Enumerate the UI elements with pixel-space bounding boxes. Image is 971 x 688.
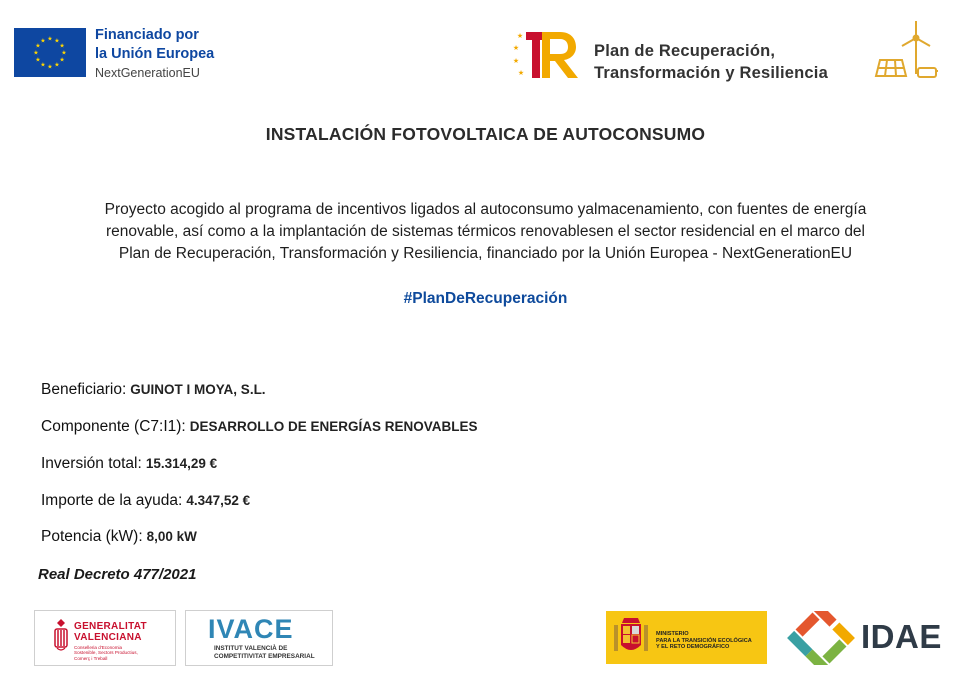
- generalitat-subtitle: [74, 645, 138, 661]
- svg-text:★: ★: [59, 56, 65, 64]
- eu-line-3: NextGenerationEU: [95, 66, 200, 80]
- prtr-logo: [512, 26, 580, 82]
- prtr-line-2: Transformación y Resiliencia: [594, 64, 828, 82]
- generalitat-sub-1: Conselleria d'Economia: [74, 645, 123, 650]
- eu-flag-icon: [14, 28, 86, 77]
- generalitat-sub-2: Sostenible, Sectors Productius,: [74, 650, 138, 656]
- field-value: 4.347,52 €: [186, 493, 251, 508]
- svg-text:★: ★: [512, 57, 520, 65]
- field-beneficiario: [41, 381, 266, 399]
- svg-text:★: ★: [40, 37, 46, 45]
- ivace-logo: IVACE: [208, 614, 294, 644]
- field-label: Beneficiario:: [41, 381, 127, 398]
- field-potencia: [41, 528, 197, 546]
- generalitat-emblem-icon: [53, 618, 69, 652]
- svg-text:★: ★: [517, 69, 525, 77]
- windmill-solar-icon: [872, 18, 942, 84]
- project-line-1: Proyecto acogido al programa de incentivos ligados al autoconsumo yalmacenamiento, con fuentes de energía: [104, 201, 867, 218]
- field-value: 15.314,29 €: [145, 456, 218, 471]
- ministry-line-3: Y EL RETO DEMOGRÁFICO: [656, 644, 730, 651]
- ministry-text: [656, 631, 752, 651]
- hashtag-link[interactable]: #PlanDeRecuperación: [403, 290, 568, 307]
- svg-text:★: ★: [54, 61, 60, 69]
- idae-logo: IDAE: [861, 618, 942, 655]
- prtr-title: [594, 40, 828, 84]
- svg-text:★: ★: [33, 49, 39, 57]
- svg-text:★: ★: [47, 63, 53, 71]
- idae-emblem-icon: [781, 611, 861, 665]
- generalitat-line-2: VALENCIANA: [74, 632, 142, 643]
- svg-text:★: ★: [61, 49, 67, 57]
- field-label: Componente (C7:I1):: [41, 418, 186, 435]
- field-value: 8,00 kW: [146, 529, 197, 544]
- ministry-line-2: PARA LA TRANSICIÓN ECOLÓGICA: [656, 637, 752, 644]
- ministry-line-1: MINISTERIO: [656, 631, 689, 637]
- field-componente: [41, 418, 478, 436]
- project-line-2: renovable, así como a la implantación de sistemas térmicos renovablesen el sector residencial en el marco del: [105, 223, 865, 240]
- eu-funding-text: [95, 26, 255, 82]
- decree-reference: Real Decreto 477/2021: [38, 566, 197, 583]
- field-inversion-total: [41, 455, 217, 473]
- svg-text:★: ★: [35, 56, 41, 64]
- svg-text:★: ★: [35, 42, 41, 50]
- project-description: [30, 199, 941, 265]
- spain-coat-of-arms-icon: [612, 615, 650, 659]
- svg-text:★: ★: [59, 42, 65, 50]
- prtr-line-1: Plan de Recuperación,: [594, 42, 776, 60]
- page-title: INSTALACIÓN FOTOVOLTAICA DE AUTOCONSUMO: [265, 124, 706, 144]
- eu-line-2: la Unión Europea: [95, 46, 215, 62]
- ivace-subtitle: [214, 645, 315, 660]
- svg-text:★: ★: [516, 32, 524, 40]
- svg-text:★: ★: [40, 61, 46, 69]
- generalitat-title: [74, 621, 147, 643]
- generalitat-sub-3: Comerç i Treball: [74, 655, 108, 661]
- ivace-sub-1: INSTITUT VALENCIÀ DE: [214, 645, 288, 652]
- eu-line-1: Financiado por: [95, 27, 199, 43]
- svg-text:★: ★: [47, 35, 53, 43]
- project-line-3: Plan de Recuperación, Transformación y Resiliencia, financiado por la Unión Europea - NextGenerationEU: [118, 245, 853, 262]
- field-label: Inversión total:: [41, 455, 142, 472]
- field-label: Potencia (kW):: [41, 528, 143, 545]
- field-label: Importe de la ayuda:: [41, 492, 183, 509]
- ivace-sub-2: COMPETITIVITAT EMPRESARIAL: [214, 652, 315, 660]
- field-value: GUINOT I MOYA, S.L.: [130, 382, 266, 397]
- svg-text:★: ★: [512, 44, 520, 52]
- field-value: DESARROLLO DE ENERGÍAS RENOVABLES: [189, 419, 478, 434]
- field-importe-ayuda: [41, 492, 250, 510]
- svg-text:★: ★: [54, 37, 60, 45]
- generalitat-line-1: GENERALITAT: [74, 621, 147, 632]
